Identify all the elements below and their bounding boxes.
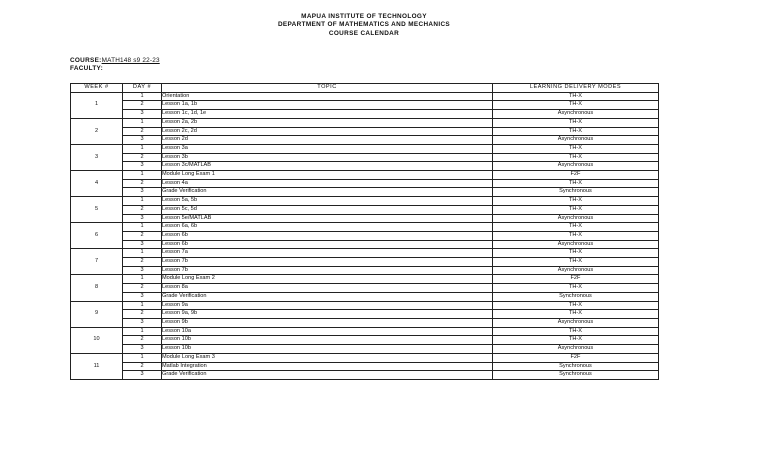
day-number: 3	[123, 292, 162, 301]
delivery-mode: TH-X	[493, 249, 659, 258]
delivery-mode: TH-X	[493, 127, 659, 136]
delivery-mode: Asynchronous	[493, 110, 659, 119]
topic-cell: Lesson 7b	[162, 266, 493, 275]
delivery-mode: TH-X	[493, 118, 659, 127]
delivery-mode: TH-X	[493, 284, 659, 293]
table-row	[71, 284, 659, 293]
day-number: 1	[123, 353, 162, 362]
delivery-mode: Asynchronous	[493, 240, 659, 249]
table-row	[71, 144, 659, 153]
day-number: 1	[123, 327, 162, 336]
week-number: 10	[71, 327, 123, 353]
delivery-mode: TH-X	[493, 101, 659, 110]
topic-cell: Lesson 9a	[162, 301, 493, 310]
topic-cell: Matlab Integration	[162, 362, 493, 371]
day-number: 2	[123, 101, 162, 110]
day-number: 1	[123, 144, 162, 153]
course-meta	[70, 57, 160, 73]
table-row	[71, 336, 659, 345]
delivery-mode: Asynchronous	[493, 318, 659, 327]
delivery-mode: TH-X	[493, 231, 659, 240]
topic-cell: Orientation	[162, 92, 493, 101]
course-label: COURSE:	[70, 57, 102, 64]
day-number: 2	[123, 153, 162, 162]
topic-cell: Lesson 1c, 1d, 1e	[162, 110, 493, 119]
day-number: 2	[123, 127, 162, 136]
table-header-row	[71, 84, 659, 93]
course-line	[70, 57, 160, 65]
week-number: 6	[71, 223, 123, 249]
day-number: 3	[123, 240, 162, 249]
faculty-label: FACULTY:	[70, 64, 104, 72]
header-day: DAY #	[123, 84, 162, 93]
delivery-mode: TH-X	[493, 92, 659, 101]
table-row	[71, 310, 659, 319]
delivery-mode: TH-X	[493, 153, 659, 162]
day-number: 2	[123, 362, 162, 371]
topic-cell: Grade Verification	[162, 292, 493, 301]
table-row	[71, 214, 659, 223]
delivery-mode: Synchronous	[493, 188, 659, 197]
day-number: 1	[123, 92, 162, 101]
table-row	[71, 127, 659, 136]
day-number: 2	[123, 336, 162, 345]
topic-cell: Lesson 3a	[162, 144, 493, 153]
topic-cell: Module Long Exam 1	[162, 171, 493, 180]
table-row	[71, 153, 659, 162]
day-number: 3	[123, 266, 162, 275]
topic-cell: Lesson 2c, 2d	[162, 127, 493, 136]
table-row	[71, 327, 659, 336]
day-number: 1	[123, 275, 162, 284]
delivery-mode: F2F	[493, 171, 659, 180]
topic-cell: Lesson 2a, 2b	[162, 118, 493, 127]
table-row	[71, 205, 659, 214]
topic-cell: Lesson 1a, 1b	[162, 101, 493, 110]
table-row	[71, 110, 659, 119]
table-row	[71, 249, 659, 258]
delivery-mode: TH-X	[493, 301, 659, 310]
topic-cell: Lesson 6b	[162, 231, 493, 240]
delivery-mode: Synchronous	[493, 371, 659, 380]
day-number: 3	[123, 214, 162, 223]
delivery-mode: Asynchronous	[493, 345, 659, 354]
week-number: 4	[71, 171, 123, 197]
topic-cell: Lesson 2d	[162, 136, 493, 145]
table-row	[71, 258, 659, 267]
table-row	[71, 318, 659, 327]
day-number: 1	[123, 197, 162, 206]
delivery-mode: TH-X	[493, 197, 659, 206]
document-title: COURSE CALENDAR	[328, 29, 400, 37]
day-number: 2	[123, 258, 162, 267]
delivery-mode: F2F	[493, 275, 659, 284]
delivery-mode: Asynchronous	[493, 136, 659, 145]
topic-cell: Lesson 7b	[162, 258, 493, 267]
topic-cell: Lesson 8a	[162, 284, 493, 293]
week-number: 8	[71, 275, 123, 301]
delivery-mode: Asynchronous	[493, 266, 659, 275]
topic-cell: Lesson 5e/MATLAB	[162, 214, 493, 223]
day-number: 3	[123, 136, 162, 145]
topic-cell: Lesson 9a, 9b	[162, 310, 493, 319]
header-topic: TOPIC	[162, 84, 493, 93]
day-number: 2	[123, 179, 162, 188]
department-name: DEPARTMENT OF MATHEMATICS AND MECHANICS	[277, 21, 451, 29]
table-row	[71, 118, 659, 127]
delivery-mode: Synchronous	[493, 362, 659, 371]
table-row	[71, 301, 659, 310]
table-row	[71, 292, 659, 301]
week-number: 11	[71, 353, 123, 379]
table-row	[71, 197, 659, 206]
table-row	[71, 362, 659, 371]
day-number: 3	[123, 371, 162, 380]
day-number: 1	[123, 223, 162, 232]
table-row	[71, 353, 659, 362]
table-row	[71, 240, 659, 249]
institution-name: MAPUA INSTITUTE OF TECHNOLOGY	[301, 13, 427, 20]
delivery-mode: TH-X	[493, 144, 659, 153]
day-number: 3	[123, 110, 162, 119]
delivery-mode: TH-X	[493, 310, 659, 319]
topic-cell: Lesson 10b	[162, 336, 493, 345]
topic-cell: Lesson 7a	[162, 249, 493, 258]
topic-cell: Lesson 10a	[162, 327, 493, 336]
delivery-mode: TH-X	[493, 205, 659, 214]
table-row	[71, 162, 659, 171]
table-row	[71, 101, 659, 110]
day-number: 2	[123, 284, 162, 293]
topic-cell: Lesson 3b	[162, 153, 493, 162]
topic-cell: Lesson 6b	[162, 240, 493, 249]
table-row	[71, 179, 659, 188]
topic-cell: Lesson 10b	[162, 345, 493, 354]
day-number: 2	[123, 231, 162, 240]
delivery-mode: TH-X	[493, 223, 659, 232]
topic-cell: Grade Verification	[162, 371, 493, 380]
delivery-mode: TH-X	[493, 327, 659, 336]
day-number: 3	[123, 318, 162, 327]
day-number: 3	[123, 345, 162, 354]
delivery-mode: TH-X	[493, 179, 659, 188]
day-number: 2	[123, 310, 162, 319]
table-row	[71, 171, 659, 180]
table-row	[71, 266, 659, 275]
day-number: 3	[123, 188, 162, 197]
day-number: 1	[123, 249, 162, 258]
header-delivery-mode: LEARNING DELIVERY MODES	[493, 84, 659, 93]
table-body	[71, 92, 659, 379]
day-number: 1	[123, 118, 162, 127]
topic-cell: Lesson 3c/MATLAB	[162, 162, 493, 171]
day-number: 1	[123, 301, 162, 310]
topic-cell: Lesson 5a, 5b	[162, 197, 493, 206]
delivery-mode: TH-X	[493, 336, 659, 345]
week-number: 7	[71, 249, 123, 275]
table-row	[71, 371, 659, 380]
topic-cell: Module Long Exam 2	[162, 275, 493, 284]
table-row	[71, 92, 659, 101]
week-number: 2	[71, 118, 123, 144]
table-row	[71, 345, 659, 354]
delivery-mode: F2F	[493, 353, 659, 362]
day-number: 3	[123, 162, 162, 171]
table-row	[71, 275, 659, 284]
delivery-mode: TH-X	[493, 258, 659, 267]
day-number: 2	[123, 205, 162, 214]
topic-cell: Module Long Exam 3	[162, 353, 493, 362]
delivery-mode: Synchronous	[493, 292, 659, 301]
topic-cell: Lesson 6a, 6b	[162, 223, 493, 232]
week-number: 1	[71, 92, 123, 118]
delivery-mode: Asynchronous	[493, 214, 659, 223]
topic-cell: Grade Verification	[162, 188, 493, 197]
topic-cell: Lesson 5c, 5d	[162, 205, 493, 214]
week-number: 9	[71, 301, 123, 327]
table-row	[71, 188, 659, 197]
course-calendar-table	[70, 83, 659, 380]
topic-cell: Lesson 9b	[162, 318, 493, 327]
course-value: MATH148 s9 22-23	[101, 57, 160, 64]
document-header	[0, 13, 728, 38]
table-row	[71, 136, 659, 145]
header-week: WEEK #	[71, 84, 123, 93]
delivery-mode: Asynchronous	[493, 162, 659, 171]
table-row	[71, 231, 659, 240]
week-number: 3	[71, 144, 123, 170]
week-number: 5	[71, 197, 123, 223]
topic-cell: Lesson 4a	[162, 179, 493, 188]
faculty-line	[70, 65, 160, 73]
day-number: 1	[123, 171, 162, 180]
table-row	[71, 223, 659, 232]
